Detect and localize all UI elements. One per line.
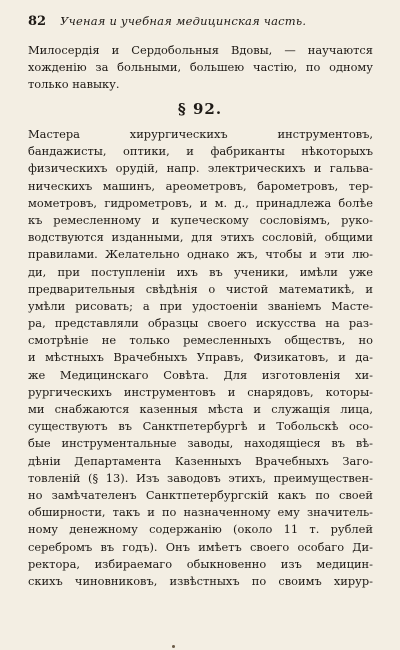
text-line: бые инструментальные заводы, находящіеся въ вѣ- (28, 436, 373, 451)
text-line: мометровъ, гидрометровъ, и м. д., принадлежа болѣе (28, 195, 373, 210)
text-line: физическихъ орудій, напр. электрическихъ и гальва- (28, 161, 373, 176)
running-title: Ученая и учебная медицинская часть. (60, 14, 307, 28)
text-line: ническихъ машинъ, ареометровъ, барометровъ, тер- (28, 178, 373, 193)
text-line: водствуются изданными, для этихъ сословій, общими (28, 230, 373, 245)
text-line: ному денежному содержанію (около 11 т. рублей (28, 522, 373, 537)
text-line: и мѣстныхъ Врачебныхъ Управъ, Физикатовъ, и да- (28, 350, 373, 365)
text-line: скихъ чиновниковъ, извѣстныхъ по своимъ хирур- (28, 573, 373, 588)
text-line: дѣніи Департамента Казенныхъ Врачебныхъ Заго- (28, 453, 373, 468)
text-line: бандажисты, оптики, и фабриканты нѣкоторыхъ (28, 144, 373, 159)
text-line: хожденію за больными, большею частію, по одному (28, 60, 373, 75)
text-line: товленій (§ 13). Изъ заводовъ этихъ, преимуществен- (28, 470, 373, 485)
page-header (28, 14, 373, 36)
text-line: смотрѣніе не только ремесленныхъ обществъ, но (28, 333, 373, 348)
text-line: но замѣчателенъ Санктпетербургскій какъ по своей (28, 487, 373, 502)
text-line: Мастера хирургическихъ инструментовъ, (28, 127, 373, 141)
section-heading: § 92. (177, 100, 223, 118)
text-line: Милосердія и Сердобольныя Вдовы, — научаются (28, 43, 373, 57)
text-line: ректора, избираемаго обыкновенно изъ медицин- (28, 556, 373, 571)
intro-paragraph (28, 42, 373, 94)
text-line: обширности, такъ и по назначенному ему значитель- (28, 505, 373, 520)
paper-spot (172, 645, 175, 648)
section-paragraph (28, 126, 373, 590)
text-line: только навыку. (28, 77, 120, 92)
text-line: предварительныя свѣдѣнія о чистой математикѣ, и (28, 281, 373, 296)
text-line: правилами. Желательно однако жъ, чтобы и эти лю- (28, 247, 373, 262)
text-line: къ ремесленному и купеческому сословіямъ, руко- (28, 212, 373, 227)
text-line: ра, представляли образцы своего искусства на раз- (28, 316, 373, 331)
text-line: умѣли рисовать; а при удостоеніи званіемъ Масте- (28, 298, 373, 313)
text-line: же Медицинскаго Совѣта. Для изготовленія хи- (28, 367, 373, 382)
text-line: ми снабжаются казенныя мѣста и служащія лица, (28, 402, 373, 416)
text-line: существуютъ въ Санктпетербургѣ и Тобольскѣ осо- (28, 419, 373, 434)
text-line: рургическихъ инструментовъ и снарядовъ, которы- (28, 384, 373, 399)
text-line: серебромъ въ годъ). Онъ имѣетъ своего особаго Ди- (28, 539, 373, 554)
page-number: 82 (28, 14, 47, 29)
text-line: ди, при поступленіи ихъ въ ученики, имѣли уже (28, 264, 373, 279)
